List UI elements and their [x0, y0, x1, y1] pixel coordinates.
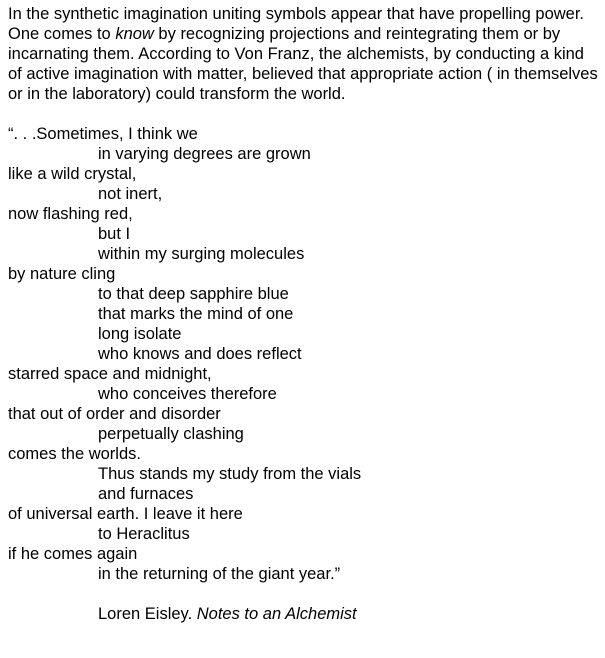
poem-line: comes the worlds. [8, 445, 141, 463]
poem-line: of universal earth. I leave it here [8, 505, 243, 523]
intro-text-part2: by recognizing projections and reintegrating them or by incarnating them. According to Von Franz, the alchemists, by conducting a kind of active imagination with matter, believed that appropriate action ( in themselves or in the laboratory) could transform the world. [8, 25, 598, 103]
poem-line: starred space and midnight, [8, 365, 212, 383]
intro-paragraph [8, 4, 598, 104]
poem-line: to that deep sapphire blue [98, 285, 289, 303]
poem-quote [8, 124, 598, 624]
poem-line: by nature cling [8, 265, 116, 283]
poem-line: perpetually clashing [98, 425, 244, 443]
poem-line: to Heraclitus [98, 525, 190, 543]
poem-line: in the returning of the giant year.” [98, 565, 341, 583]
document-page [8, 4, 598, 624]
poem-line: not inert, [98, 185, 163, 203]
poem-line: if he comes again [8, 545, 138, 563]
poem-line: like a wild crystal, [8, 165, 137, 183]
poem-line: Thus stands my study from the vials [98, 465, 362, 483]
attribution [8, 604, 598, 624]
poem-line: who conceives therefore [98, 385, 277, 403]
poem-line: and furnaces [98, 485, 194, 503]
poem-line: that marks the mind of one [98, 305, 294, 323]
poem-line: “. . .Sometimes, I think we [8, 125, 198, 143]
attribution-author: Loren Eisley. [98, 605, 197, 623]
intro-emphasis: know [115, 25, 154, 43]
poem-line: now flashing red, [8, 205, 133, 223]
poem-line: within my surging molecules [98, 245, 305, 263]
intro-text-part1: In the synthetic imagination uniting symbols appear that have propelling power. One comes to [8, 5, 585, 43]
poem-line: long isolate [98, 325, 182, 343]
poem-line: but I [98, 225, 131, 243]
blank-line [8, 584, 598, 604]
attribution-work-title: Notes to an Alchemist [196, 605, 357, 623]
poem-line: who knows and does reflect [98, 345, 302, 363]
poem-line: in varying degrees are grown [98, 145, 311, 163]
poem-line: that out of order and disorder [8, 405, 221, 423]
